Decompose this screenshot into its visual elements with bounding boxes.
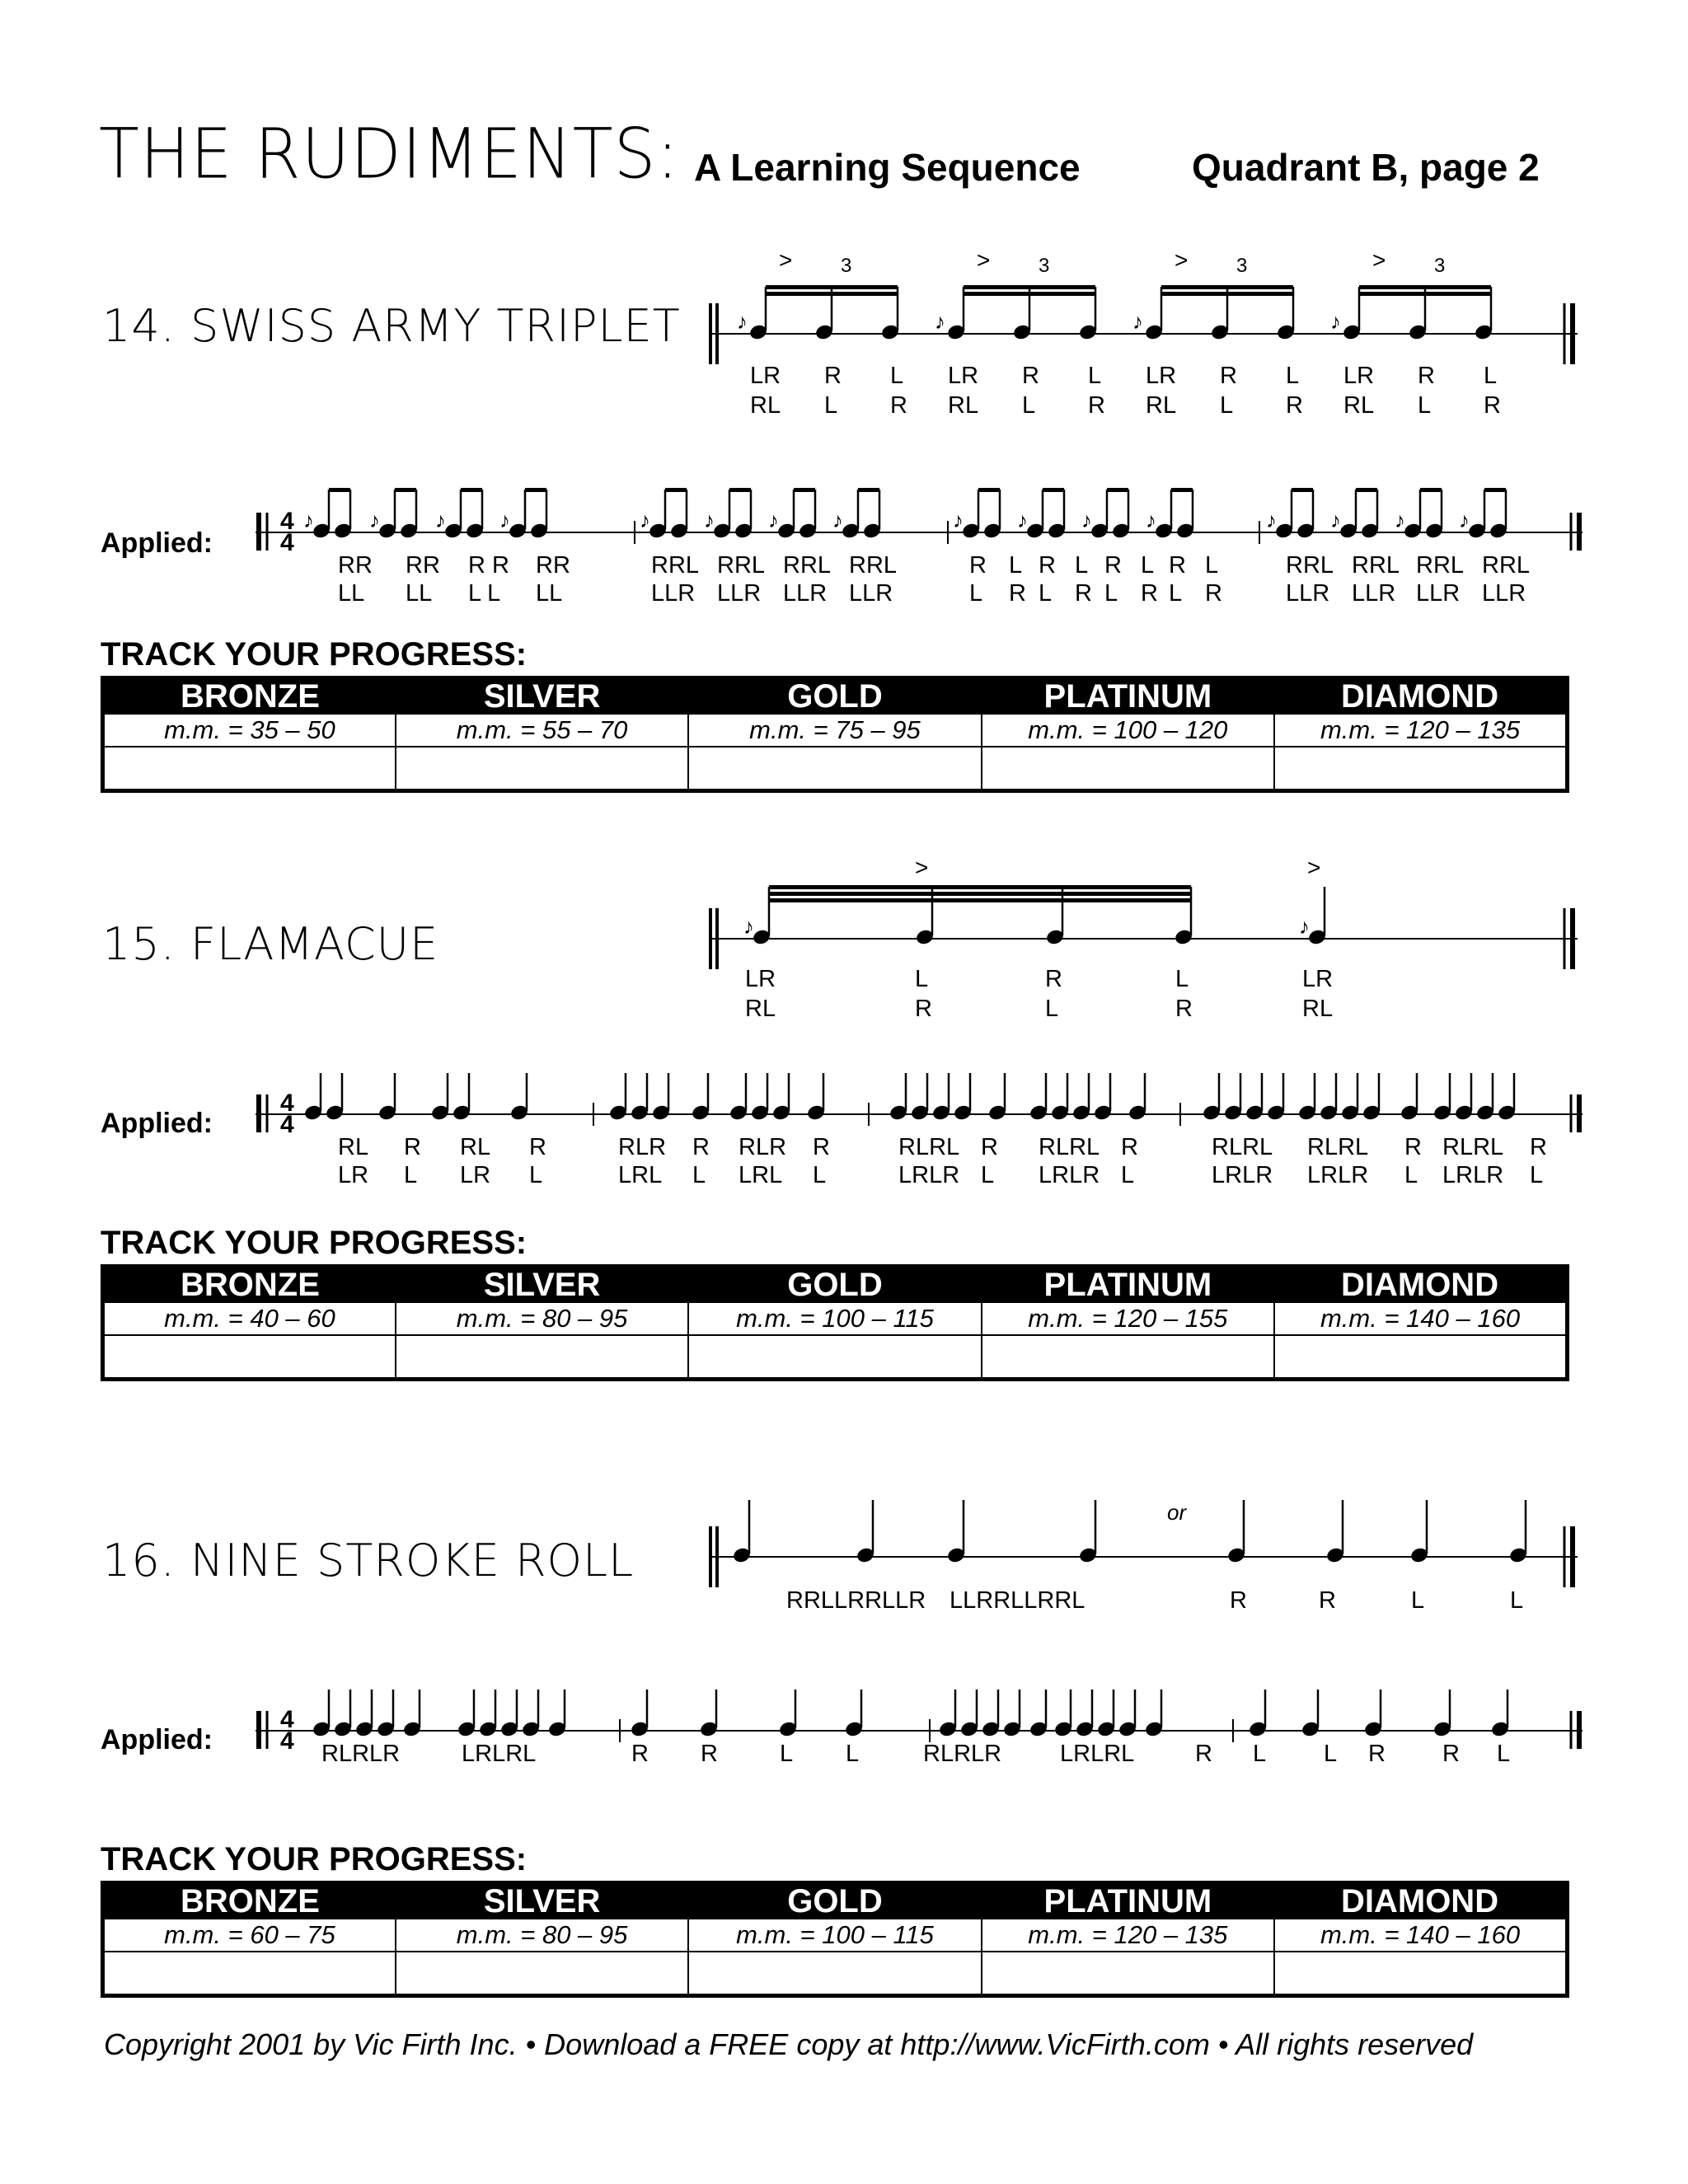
sticking-label: R (1088, 392, 1105, 419)
sticking-label: LRLR (1442, 1162, 1504, 1188)
progress-entry-cell[interactable] (396, 1952, 688, 1996)
sticking-label: L (969, 580, 983, 607)
track-progress-label: TRACK YOUR PROGRESS: (101, 1841, 528, 1877)
applied-label: Applied: (101, 1724, 213, 1755)
triplet-mark: 3 (1236, 255, 1248, 277)
grace-note: ♪ (743, 914, 754, 939)
sticking-label: RL (745, 996, 776, 1022)
sticking-label: L (890, 363, 904, 389)
grace-note: ♪ (832, 508, 843, 532)
note-beam (766, 292, 898, 296)
level-diamond: DIAMOND (1274, 678, 1567, 715)
sticking-label: RL (1146, 392, 1177, 419)
grace-note: ♪ (1395, 508, 1405, 532)
sticking-label: R (915, 996, 932, 1022)
sticking-label: RLRL (1442, 1134, 1504, 1160)
note-beam (766, 285, 898, 289)
grace-note: ♪ (499, 508, 510, 532)
sticking-label: L (404, 1162, 418, 1188)
sticking-label: L (1039, 580, 1053, 607)
progress-entry-cell[interactable] (688, 1335, 981, 1380)
sticking-label: R (1205, 580, 1222, 607)
accent-mark: > (779, 247, 793, 273)
grace-note: ♪ (1132, 309, 1143, 334)
sticking-label: RLRL (898, 1134, 960, 1160)
time-signature: 4 (280, 529, 294, 556)
time-signature: 4 (280, 1090, 294, 1117)
level-gold: GOLD (688, 1883, 981, 1919)
progress-entry-cell[interactable] (688, 1952, 981, 1996)
sticking-label: LRLRL (1060, 1741, 1135, 1767)
sticking-label: LR (1302, 966, 1334, 992)
tempo-cell: m.m. = 120 – 155 (982, 1302, 1274, 1335)
sticking-label: RL (338, 1134, 369, 1160)
progress-entry-cell[interactable] (103, 1952, 396, 1996)
grace-note: ♪ (1017, 508, 1028, 532)
sticking-label: R (692, 1134, 710, 1160)
grace-note: ♪ (1146, 508, 1156, 532)
sticking-row-bottom (256, 580, 1591, 608)
sticking-label: RL (948, 392, 979, 419)
sticking-label: LR (1343, 363, 1375, 389)
progress-entry-cell[interactable] (982, 1335, 1274, 1380)
grace-note: ♪ (640, 508, 650, 532)
sticking-label: LR (1146, 363, 1177, 389)
sticking-label: LRLR (1212, 1162, 1273, 1188)
sticking-label: L (1253, 1741, 1267, 1767)
sticking-label: LR (948, 363, 979, 389)
progress-entry-cell[interactable] (982, 1952, 1274, 1996)
sticking-label: L (1411, 1587, 1425, 1614)
sticking-label: R (1442, 1741, 1460, 1767)
sticking-label: R (1286, 392, 1303, 419)
sticking-label: L (1022, 392, 1036, 419)
sticking-label: LRLR (1307, 1162, 1369, 1188)
level-bronze: BRONZE (103, 1883, 396, 1919)
triplet-mark: 3 (1039, 255, 1050, 277)
level-platinum: PLATINUM (982, 678, 1274, 715)
sticking-label: L (1510, 1587, 1524, 1614)
sticking-label: LRL (738, 1162, 783, 1188)
sticking-label: L (1484, 363, 1498, 389)
page-title: THE RUDIMENTS: (99, 113, 680, 194)
note-beam (461, 488, 482, 492)
copyright-footer: Copyright 2001 by Vic Firth Inc. • Download a FREE copy at http://www.VicFirth.com • All rights reserved (104, 2027, 1474, 2061)
sticking-label: R (1045, 966, 1062, 992)
progress-entry-cell[interactable] (103, 747, 396, 791)
sticking-label: R (1418, 363, 1435, 389)
sticking-row-bottom (709, 392, 1582, 420)
level-platinum: PLATINUM (982, 1883, 1274, 1919)
sticking-row (709, 1587, 1582, 1615)
time-signature: 4 (280, 508, 294, 535)
or-label: or (1167, 1500, 1187, 1525)
tempo-cell: m.m. = 55 – 70 (396, 714, 688, 747)
note-beam (1107, 488, 1128, 492)
sticking-label: LLR (1286, 580, 1330, 607)
tempo-cell: m.m. = 140 – 160 (1274, 1919, 1567, 1952)
tempo-cell: m.m. = 80 – 95 (396, 1302, 688, 1335)
level-gold: GOLD (688, 678, 981, 715)
sticking-label: L (1104, 580, 1118, 607)
sticking-label: RRLLRRLLR (786, 1587, 926, 1614)
track-progress-label: TRACK YOUR PROGRESS: (101, 636, 528, 673)
progress-entry-cell[interactable] (1274, 747, 1567, 791)
sticking-label: RRL (1352, 552, 1400, 579)
sticking-label: R (1368, 1741, 1386, 1767)
grace-note: ♪ (768, 508, 779, 532)
sticking-label: L (1220, 392, 1234, 419)
grace-note: ♪ (369, 508, 380, 532)
note-beam (1356, 488, 1377, 492)
level-diamond: DIAMOND (1274, 1267, 1567, 1303)
sticking-label: RRL (783, 552, 832, 579)
tempo-cell: m.m. = 120 – 135 (1274, 714, 1567, 747)
tempo-cell: m.m. = 75 – 95 (688, 714, 981, 747)
sticking-label: LLR (1352, 580, 1396, 607)
sticking-label: RRL (717, 552, 766, 579)
level-bronze: BRONZE (103, 678, 396, 715)
note-beam (729, 488, 751, 492)
sticking-label: LRLR (1039, 1162, 1100, 1188)
sticking-label: R (1169, 552, 1186, 579)
progress-entry-cell[interactable] (1274, 1335, 1567, 1380)
sticking-row (256, 1741, 1591, 1769)
sticking-label: R (890, 392, 907, 419)
note-beam (1161, 292, 1293, 296)
sticking-label: L (915, 966, 929, 992)
sticking-label: R (981, 1134, 998, 1160)
sticking-label: RL (750, 392, 781, 419)
sticking-label: RLRL (1307, 1134, 1369, 1160)
progress-entry-cell[interactable] (1274, 1952, 1567, 1996)
tempo-cell: m.m. = 100 – 120 (982, 714, 1274, 747)
level-silver: SILVER (396, 678, 688, 715)
sticking-label: L (692, 1162, 706, 1188)
sticking-label: LRLR (898, 1162, 960, 1188)
tempo-cell: m.m. = 100 – 115 (688, 1302, 981, 1335)
tempo-cell: m.m. = 80 – 95 (396, 1919, 688, 1952)
tempo-cell: m.m. = 60 – 75 (103, 1919, 396, 1952)
sticking-label: R (1039, 552, 1056, 579)
sticking-label: R (1075, 580, 1092, 607)
grace-note: ♪ (1081, 508, 1092, 532)
level-silver: SILVER (396, 1883, 688, 1919)
sticking-row-top (709, 966, 1582, 994)
sticking-label: RL (460, 1134, 491, 1160)
page-label: Quadrant B, page 2 (1192, 146, 1540, 189)
sticking-label: LLR (651, 580, 696, 607)
sticking-label: R (1022, 363, 1039, 389)
sticking-label: RRL (1416, 552, 1465, 579)
level-silver: SILVER (396, 1267, 688, 1303)
sticking-label: RLRLR (923, 1741, 1002, 1767)
sticking-label: L (1088, 363, 1102, 389)
sticking-label: R (1530, 1134, 1547, 1160)
note-beam (665, 488, 687, 492)
grace-note: ♪ (953, 508, 964, 532)
grace-note: ♪ (435, 508, 446, 532)
applied-label: Applied: (101, 527, 213, 559)
sticking-label: LRL (618, 1162, 663, 1188)
sticking-label: L (981, 1162, 995, 1188)
sticking-label: R (1404, 1134, 1422, 1160)
tempo-cell: m.m. = 100 – 115 (688, 1919, 981, 1952)
sticking-label: LLR (1482, 580, 1526, 607)
note-beam (964, 285, 1095, 289)
sticking-label: R (701, 1741, 718, 1767)
progress-table (101, 1264, 1569, 1381)
sticking-label: LLR (1416, 580, 1461, 607)
tempo-cell: m.m. = 40 – 60 (103, 1302, 396, 1335)
sticking-label: LLR (849, 580, 893, 607)
grace-note: ♪ (1330, 309, 1341, 334)
sticking-label: R (1175, 996, 1193, 1022)
sticking-label: LR (750, 363, 781, 389)
time-signature: 4 (280, 1111, 294, 1138)
progress-entry-cell[interactable] (688, 747, 981, 791)
accent-mark: > (977, 247, 991, 273)
sticking-label: RRL (1286, 552, 1334, 579)
triplet-mark: 3 (841, 255, 852, 277)
sticking-label: RR (536, 552, 570, 579)
rudiment-title: 14. SWISS ARMY TRIPLET (102, 300, 681, 352)
sticking-label: R (631, 1741, 649, 1767)
sticking-row-bottom (709, 996, 1582, 1024)
note-beam (769, 885, 1191, 889)
grace-note: ♪ (1266, 508, 1277, 532)
accent-mark: > (1307, 857, 1321, 880)
note-beam (1359, 285, 1491, 289)
sticking-label: L (1169, 580, 1183, 607)
grace-note: ♪ (1330, 508, 1341, 532)
accent-mark: > (1175, 247, 1189, 273)
sticking-label: LL (406, 580, 433, 607)
sticking-label: L (1404, 1162, 1418, 1188)
sticking-label: LL (338, 580, 365, 607)
tempo-cell: m.m. = 140 – 160 (1274, 1302, 1567, 1335)
sticking-label: LLR (717, 580, 762, 607)
sticking-label: L (846, 1741, 860, 1767)
time-signature: 4 (280, 1727, 294, 1755)
grace-note: ♪ (935, 309, 945, 334)
note-beam (964, 292, 1095, 296)
sticking-label: RR (338, 552, 373, 579)
sticking-label: L (813, 1162, 827, 1188)
sticking-label: RRL (1482, 552, 1531, 579)
accent-mark: > (915, 857, 929, 880)
level-platinum: PLATINUM (982, 1267, 1274, 1303)
sticking-label: L (529, 1162, 543, 1188)
note-beam (1420, 488, 1442, 492)
progress-entry-cell[interactable] (982, 747, 1274, 791)
sticking-label: R (813, 1134, 830, 1160)
note-beam (1161, 285, 1293, 289)
sticking-row-top (256, 1134, 1591, 1162)
sticking-row-bottom (256, 1162, 1591, 1190)
sticking-label: LR (745, 966, 776, 992)
level-bronze: BRONZE (103, 1267, 396, 1303)
rudiment-title: 16. NINE STROKE ROLL (102, 1535, 635, 1586)
applied-label: Applied: (101, 1108, 213, 1139)
grace-note: ♪ (1299, 914, 1310, 939)
note-beam (1359, 292, 1491, 296)
triplet-mark: 3 (1434, 255, 1446, 277)
sticking-label: R (824, 363, 842, 389)
sticking-label: RLRL (1039, 1134, 1100, 1160)
sticking-label: LR (460, 1162, 491, 1188)
level-gold: GOLD (688, 1267, 981, 1303)
note-beam (525, 488, 546, 492)
tempo-cell: m.m. = 120 – 135 (982, 1919, 1274, 1952)
staff-nine-stroke-roll (709, 1467, 1582, 1599)
note-beam (395, 488, 416, 492)
sticking-label: RRL (849, 552, 898, 579)
sticking-row-top (256, 552, 1591, 580)
progress-entry-cell[interactable] (103, 1335, 396, 1380)
sticking-label: L (1497, 1741, 1511, 1767)
sticking-label: LLR (783, 580, 828, 607)
note-beam (858, 488, 879, 492)
track-progress-label: TRACK YOUR PROGRESS: (101, 1225, 528, 1261)
sticking-label: R R (468, 552, 509, 579)
progress-table (101, 1881, 1569, 1998)
progress-entry-cell[interactable] (396, 747, 688, 791)
sticking-label: L (1175, 966, 1189, 992)
sticking-label: R (1141, 580, 1158, 607)
progress-table (101, 676, 1569, 793)
sticking-label: L (1324, 1741, 1338, 1767)
note-beam (769, 898, 1191, 902)
sticking-label: L L (468, 580, 501, 607)
page-subtitle: A Learning Sequence (694, 146, 1081, 189)
sticking-row-top (709, 363, 1582, 391)
sticking-label: RR (406, 552, 440, 579)
sticking-label: R (1104, 552, 1122, 579)
note-beam (1171, 488, 1193, 492)
sticking-label: R (529, 1134, 546, 1160)
sticking-label: R (404, 1134, 421, 1160)
sticking-label: L (1121, 1162, 1135, 1188)
sticking-label: L (1205, 552, 1219, 579)
sticking-label: R (969, 552, 987, 579)
sticking-label: RLRLR (321, 1741, 401, 1767)
note-beam (329, 488, 350, 492)
note-beam (769, 892, 1191, 896)
note-beam (978, 488, 1000, 492)
sticking-label: LR (338, 1162, 369, 1188)
note-beam (794, 488, 815, 492)
sticking-label: RL (1343, 392, 1375, 419)
sticking-label: R (1009, 580, 1026, 607)
sticking-label: L (824, 392, 838, 419)
sticking-label: R (1319, 1587, 1336, 1614)
grace-note: ♪ (737, 309, 748, 334)
sticking-label: RRL (651, 552, 700, 579)
level-diamond: DIAMOND (1274, 1883, 1567, 1919)
progress-entry-cell[interactable] (396, 1335, 688, 1380)
note-beam (1484, 488, 1506, 492)
rudiment-title: 15. FLAMACUE (102, 918, 439, 970)
sticking-label: L (1286, 363, 1300, 389)
sticking-label: R (1195, 1741, 1212, 1767)
sticking-label: LL (536, 580, 563, 607)
note-beam (1043, 488, 1064, 492)
sticking-label: L (1530, 1162, 1544, 1188)
sticking-label: RL (1302, 996, 1334, 1022)
grace-note: ♪ (704, 508, 715, 532)
sticking-label: RLR (738, 1134, 787, 1160)
note-beam (1292, 488, 1313, 492)
sticking-label: R (1220, 363, 1237, 389)
grace-note: ♪ (1459, 508, 1470, 532)
time-signature: 4 (280, 1706, 294, 1733)
sticking-label: R (1484, 392, 1501, 419)
accent-mark: > (1372, 247, 1386, 273)
sticking-label: RLR (618, 1134, 667, 1160)
sticking-label: L (1075, 552, 1089, 579)
sticking-label: RLRL (1212, 1134, 1273, 1160)
sticking-label: L (780, 1741, 794, 1767)
sticking-label: LLRRLLRRL (950, 1587, 1085, 1614)
sticking-label: L (1141, 552, 1155, 579)
sticking-label: L (1045, 996, 1059, 1022)
sticking-label: R (1121, 1134, 1138, 1160)
grace-note: ♪ (303, 508, 314, 532)
sticking-label: LRLRL (462, 1741, 537, 1767)
sticking-label: R (1230, 1587, 1247, 1614)
sticking-label: L (1418, 392, 1432, 419)
sticking-label: L (1009, 552, 1023, 579)
tempo-cell: m.m. = 35 – 50 (103, 714, 396, 747)
